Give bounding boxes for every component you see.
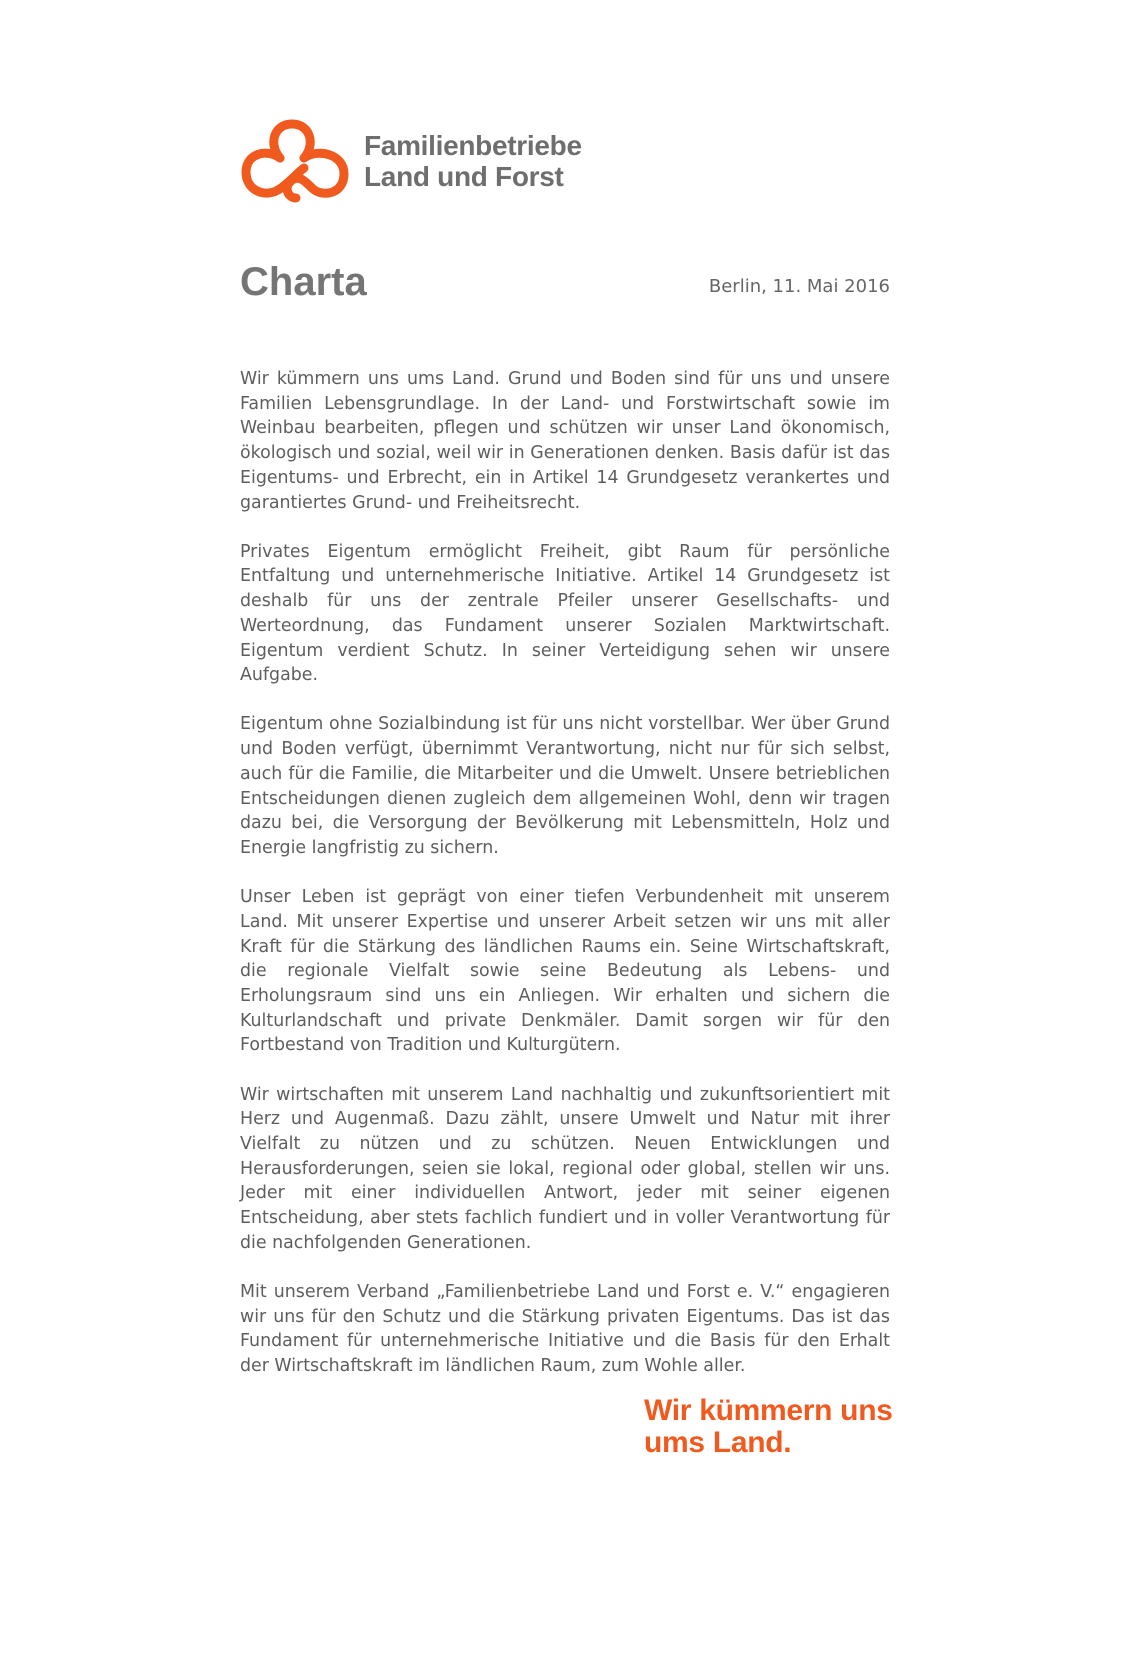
charter-body: [240, 367, 890, 1403]
slogan-line2: ums Land.: [644, 1426, 792, 1459]
page-title: Charta: [240, 260, 367, 304]
paragraph: Eigentum ohne Sozialbindung ist für uns nicht vorstellbar. Wer über Grund und Boden verfügt, übernimmt Verantwortung, nicht nur für sich selbst, auch für die Familie, die Mitarbeiter und die Umwelt. Unsere betrieblichen Entscheidungen dienen zugleich dem allgemeinen Wohl, denn wir tragen dazu bei, die Versorgung der Bevölkerung mit Lebensmitteln, Holz und Energie langfristig zu sichern.: [240, 714, 890, 858]
document-date: Berlin, 11. Mai 2016: [708, 276, 890, 297]
cloud-infinity-logo-icon: [240, 118, 352, 204]
brand-name-line2: Land und Forst: [364, 161, 564, 192]
slogan-line1: Wir kümmern uns: [644, 1394, 893, 1427]
slogan: [644, 1395, 893, 1459]
brand-name-line1: Familienbetriebe: [364, 130, 582, 161]
paragraph: Unser Leben ist geprägt von einer tiefen Verbundenheit mit unserem Land. Mit unserer Expertise und unserer Arbeit setzen wir uns mit aller Kraft für die Stärkung des ländlichen Raums ein. Seine Wirtschaftskraft, die regionale Vielfalt sowie seine Bedeutung als Lebens- und Erholungsraum sind uns ein Anliegen. Wir erhalten und sichern die Kulturlandschaft und private Denkmäler. Damit sorgen wir für den Fortbestand von Tradition und Kulturgütern.: [240, 887, 890, 1056]
paragraph: Privates Eigentum ermöglicht Freiheit, gibt Raum für persönliche Entfaltung und unternehmerische Initiative. Artikel 14 Grundgesetz ist deshalb für uns der zentrale Pfeiler unserer Gesellschafts- und Werteordnung, das Fundament unserer Sozialen Marktwirtschaft. Eigentum verdient Schutz. In seiner Verteidigung sehen wir unsere Aufgabe.: [240, 541, 890, 686]
brand-logo: [240, 118, 582, 204]
paragraph: Wir kümmern uns ums Land. Grund und Boden sind für uns und unsere Familien Lebensgrundlage. In der Land- und Forstwirtschaft sowie im Weinbau bearbeiten, pflegen und schützen wir unser Land ökonomisch, ökologisch und sozial, weil wir in Generationen denken. Basis dafür ist das Eigentums- und Erbrecht, ein in Artikel 14 Grundgesetz verankertes und garantiertes Grund- und Freiheitsrecht.: [240, 369, 890, 513]
brand-name: [364, 130, 582, 192]
paragraph: Wir wirtschaften mit unserem Land nachhaltig und zukunftsorientiert mit Herz und Augenmaß. Dazu zählt, unsere Umwelt und Natur mit ihrer Vielfalt zu nützen und zu schützen. Neuen Entwicklungen und Herausforderungen, seien sie lokal, regional oder global, stellen wir uns. Jeder mit einer individuellen Antwort, jeder mit seiner eigenen Entscheidung, aber stets fachlich fundiert und in voller Verantwortung für die nachfolgenden Generationen.: [240, 1084, 890, 1253]
paragraph: Mit unserem Verband „Familienbetriebe Land und Forst e. V.“ engagieren wir uns für den Schutz und die Stärkung privaten Eigentums. Das ist das Fundament für unternehmerische Initiative und die Basis für den Erhalt der Wirtschaftskraft im ländlichen Raum, zum Wohle aller.: [240, 1282, 890, 1377]
